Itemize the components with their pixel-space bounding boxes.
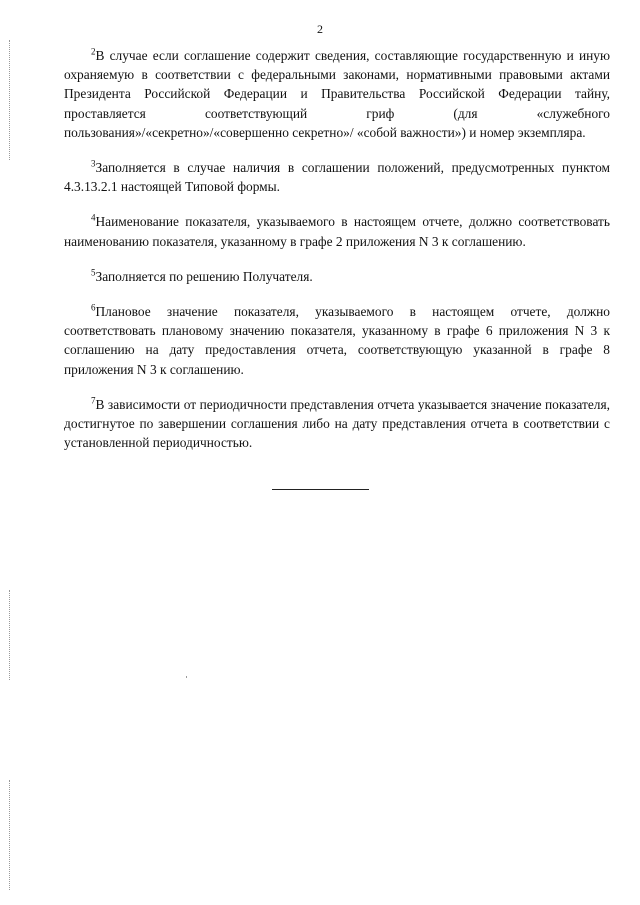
footnote-mark: 7 [91,395,96,406]
footnote-text: Заполняется в случае наличия в соглашении положений, предусмотренных пунктом 4.3.13.2.1 настоящей Типовой формы. [64,160,610,195]
footnote-mark: 6 [91,302,96,313]
footnote-3 [64,158,610,196]
scan-edge-mark [9,590,11,680]
footnote-mark: 4 [91,212,96,223]
footnote-text: В зависимости от периодичности представления отчета указывается значение показателя, достигнутое по завершении соглашения либо на дату представления отчета в соответствии с установленной периодичностью. [64,396,610,451]
end-divider-line [272,489,369,490]
footnote-2 [64,46,610,142]
footnote-text: Наименование показателя, указываемого в настоящем отчете, должно соответствовать наименованию показателя, указанному в графе 2 приложения N 3 к соглашению. [64,214,610,249]
footnote-7 [64,395,610,453]
footnote-mark: 2 [91,46,96,57]
footnote-text: Плановое значение показателя, указываемого в настоящем отчете, должно соответствовать плановому значению показателя, указанному в графе 6 приложения N 3 к соглашению на дату предоставления отчета, соответствующую указанной в графе 8 приложения N 3 к соглашению. [64,304,610,377]
footnote-text: Заполняется по решению Получателя. [95,268,313,284]
scan-speck [186,676,187,678]
page-number: 2 [317,22,323,36]
scan-edge-mark [9,40,11,160]
footnote-text: В случае если соглашение содержит сведения, составляющие государственную и иную охраняемую в соответствии с федеральными законами, нормативными правовыми актами Президента Российской Федерации и Правительства Российской Федерации тайну, проставляется соответствующий гриф (для «служебного пользования»/«секретно»/«совершенно секретно»/ «собой важности») и номер экземпляра. [64,48,610,140]
footnote-mark: 3 [91,158,96,169]
footnote-mark: 5 [91,267,96,278]
footnote-5 [64,267,610,286]
footnote-4 [64,212,610,250]
scan-edge-mark [9,780,11,890]
footnote-6 [64,302,610,379]
footnotes-section [64,46,610,463]
